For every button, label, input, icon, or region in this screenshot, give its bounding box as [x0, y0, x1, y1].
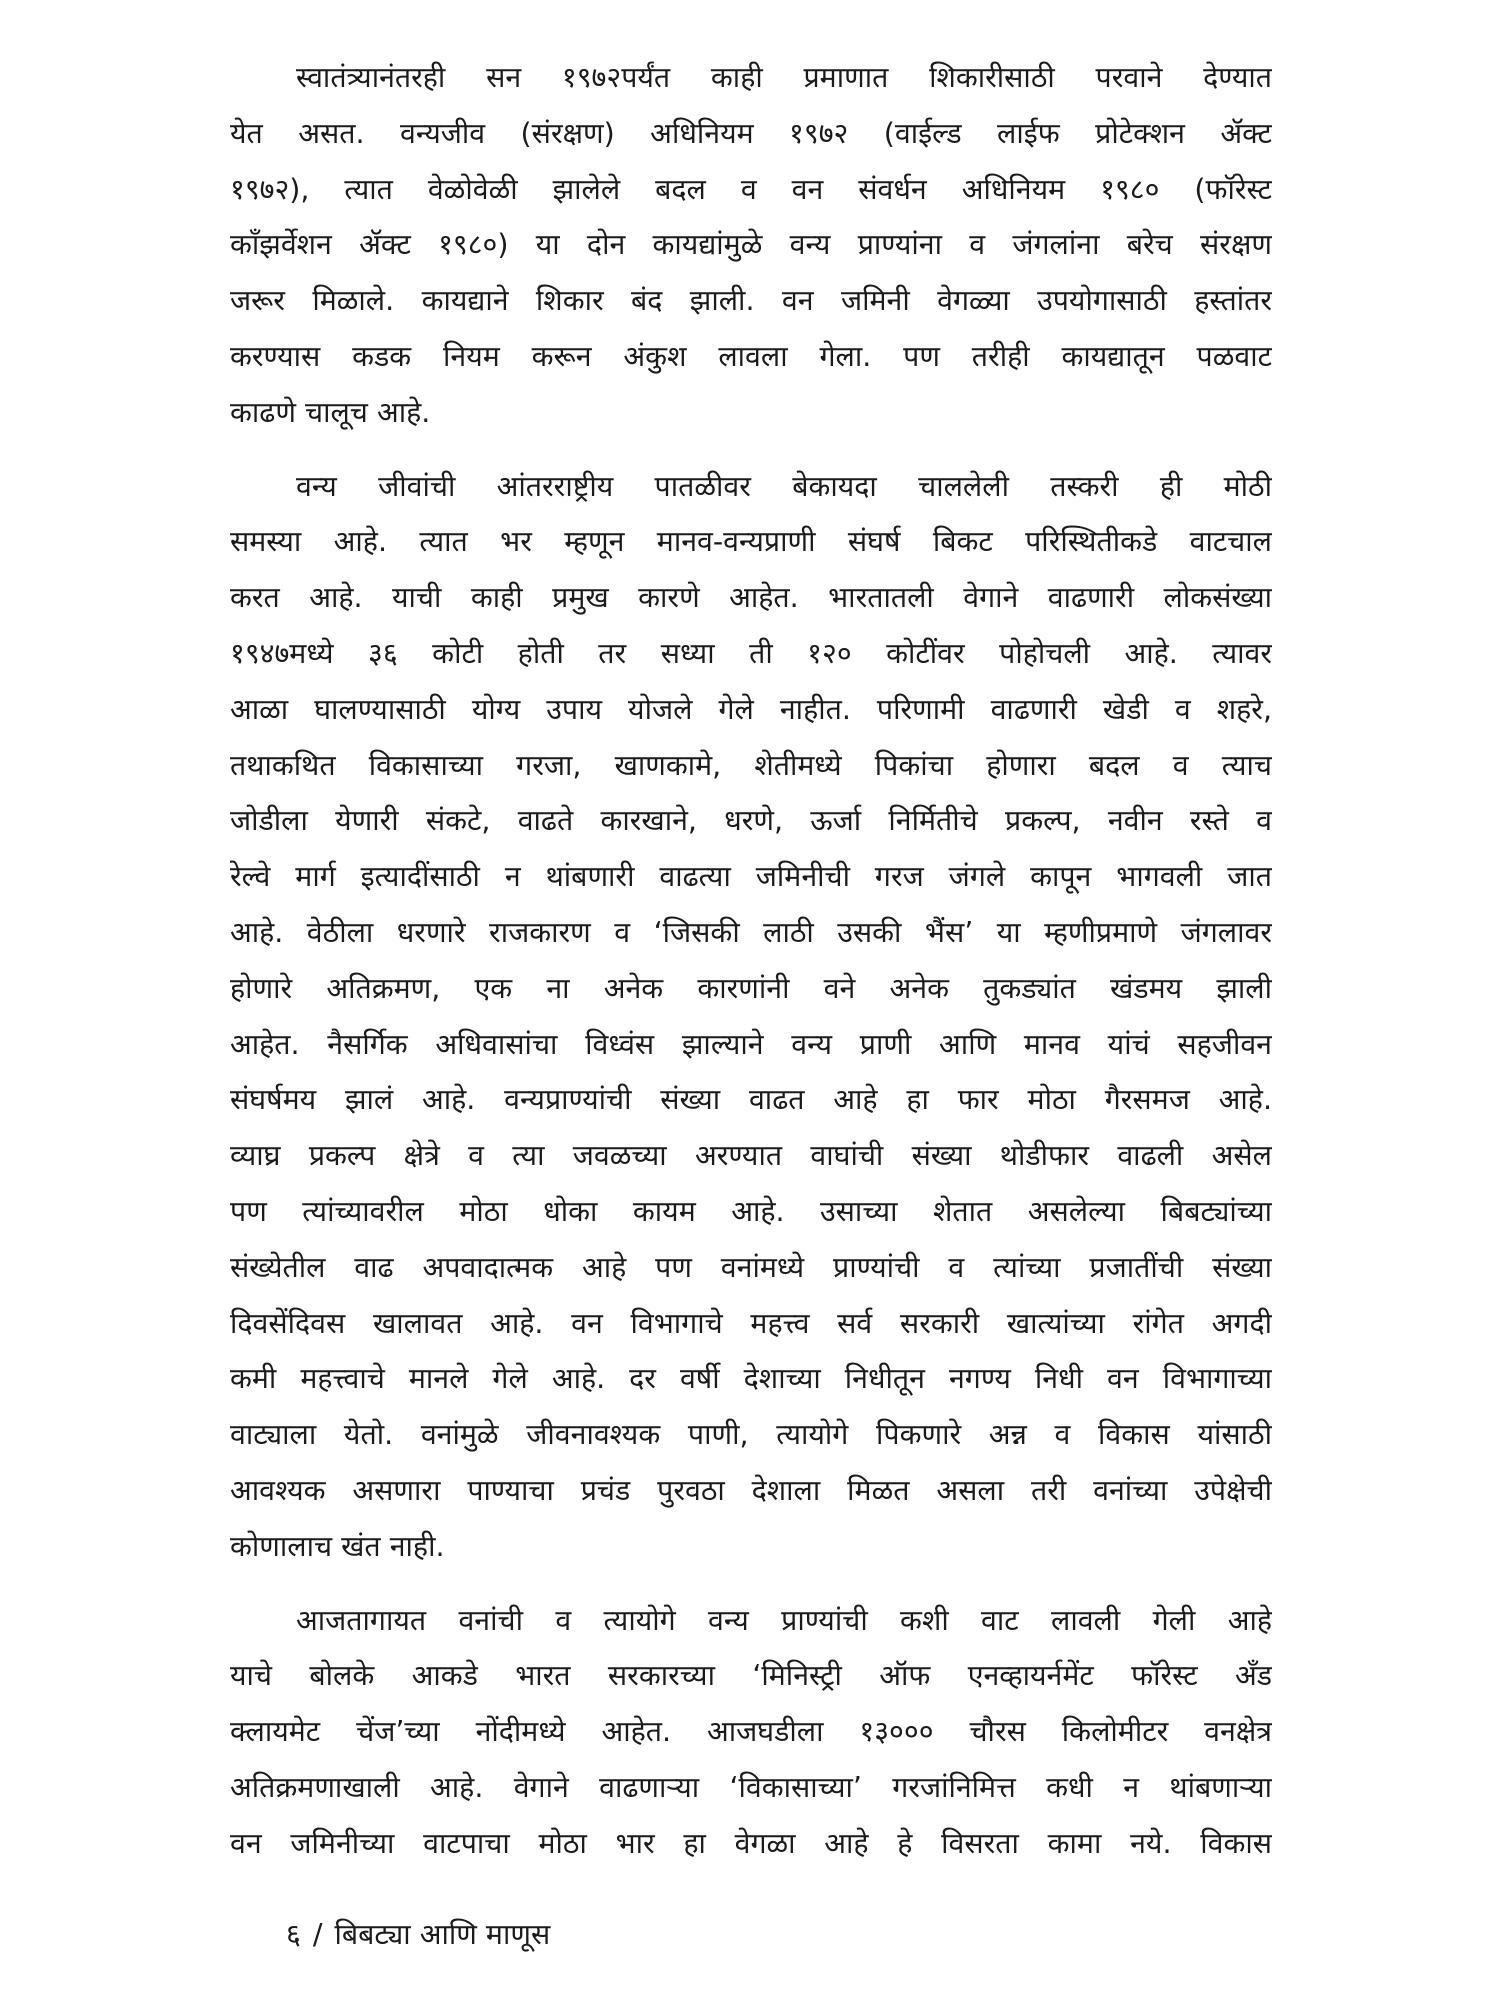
- text-line: काढणे चालूच आहे.: [230, 395, 431, 429]
- text-line: व्याघ्र प्रकल्प क्षेत्रे व त्या जवळच्या अरण्यात वाघांची संख्या थोडीफार वाढली असेल: [230, 1139, 1272, 1173]
- text-line: आवश्यक असणारा पाण्याचा प्रचंड पुरवठा देशाला मिळत असला तरी वनांच्या उपेक्षेची: [230, 1473, 1272, 1507]
- text-line: कोणालाच खंत नाही.: [230, 1529, 445, 1563]
- text-line: जोडीला येणारी संकटे, वाढते कारखाने, धरणे, ऊर्जा निर्मितीचे प्रकल्प, नवीन रस्ते व: [230, 804, 1272, 838]
- text-line: वन्य जीवांची आंतरराष्ट्रीय पातळीवर बेकायदा चाललेली तस्करी ही मोठी: [296, 469, 1272, 503]
- text-line: करत आहे. याची काही प्रमुख कारणे आहेत. भारतातली वेगाने वाढणारी लोकसंख्या: [230, 581, 1272, 615]
- text-line: वाट्याला येतो. वनांमुळे जीवनावश्यक पाणी, त्यायोगे पिकणारे अन्न व विकास यांसाठी: [230, 1418, 1272, 1452]
- text-line: अतिक्रमणाखाली आहे. वेगाने वाढणाऱ्या ‘विकासाच्या’ गरजांनिमित्त कधी न थांबणाऱ्या: [230, 1770, 1272, 1804]
- page-footer: [286, 1915, 550, 1953]
- text-line: दिवसेंदिवस खालावत आहे. वन विभागाचे महत्त्व सर्व सरकारी खात्यांच्या रांगेत अगदी: [230, 1306, 1272, 1340]
- text-line: आहेत. नैसर्गिक अधिवासांचा विध्वंस झाल्याने वन्य प्राणी आणि मानव यांचं सहजीवन: [230, 1027, 1272, 1061]
- text-line: येत असत. वन्यजीव (संरक्षण) अधिनियम १९७२ (वाईल्ड लाईफ प्रोटेक्शन ॲक्ट: [230, 116, 1272, 150]
- text-line: जरूर मिळाले. कायद्याने शिकार बंद झाली. वन जमिनी वेगळ्या उपयोगासाठी हस्तांतर: [230, 284, 1272, 318]
- text-line: पण त्यांच्यावरील मोठा धोका कायम आहे. उसाच्या शेतात असलेल्या बिबट्यांच्या: [230, 1194, 1272, 1228]
- text-line: १९७२), त्यात वेळोवेळी झालेले बदल व वन संवर्धन अधिनियम १९८० (फॉरेस्ट: [230, 172, 1272, 206]
- text-line: स्वातंत्र्यानंतरही सन १९७२पर्यंत काही प्रमाणात शिकारीसाठी परवाने देण्यात: [296, 61, 1272, 94]
- text-line: आजतागायत वनांची व त्यायोगे वन्य प्राण्यांची कशी वाट लावली गेली आहे: [296, 1603, 1272, 1637]
- text-line: याचे बोलके आकडे भारत सरकारच्या ‘मिनिस्ट्री ऑफ एनव्हायर्नमेंट फॉरेस्ट अँड: [230, 1659, 1272, 1693]
- text-line: वन जमिनीच्या वाटपाचा मोठा भार हा वेगळा आहे हे विसरता कामा नये. विकास: [230, 1826, 1272, 1860]
- text-line: संघर्षमय झालं आहे. वन्यप्राण्यांची संख्या वाढत आहे हा फार मोठा गैरसमज आहे.: [230, 1083, 1272, 1117]
- page-number: ६: [286, 1918, 301, 1951]
- text-line: होणारे अतिक्रमण, एक ना अनेक कारणांनी वने अनेक तुकड्यांत खंडमय झाली: [230, 971, 1272, 1005]
- body-text: [230, 50, 1272, 1872]
- text-line: आहे. वेठीला धरणारे राजकारण व ‘जिसकी लाठी उसकी भैंस’ या म्हणीप्रमाणे जंगलावर: [230, 915, 1272, 949]
- text-line: करण्यास कडक नियम करून अंकुश लावला गेला. पण तरीही कायद्यातून पळवाट: [230, 339, 1272, 373]
- paragraph-1: [230, 50, 1272, 441]
- book-title: बिबट्या आणि माणूस: [334, 1918, 551, 1951]
- footer-separator: /: [312, 1918, 323, 1951]
- text-line: रेल्वे मार्ग इत्यादींसाठी न थांबणारी वाढत्या जमिनीची गरज जंगले कापून भागवली जात: [230, 860, 1272, 894]
- text-line: क्लायमेट चेंज’च्या नोंदीमध्ये आहेत. आजघडीला १३००० चौरस किलोमीटर वनक्षेत्र: [230, 1715, 1272, 1749]
- text-line: १९४७मध्ये ३६ कोटी होती तर सध्या ती १२० कोटींवर पोहोचली आहे. त्यावर: [230, 636, 1272, 670]
- paragraph-2: [230, 459, 1272, 1575]
- text-line: तथाकथित विकासाच्या गरजा, खाणकामे, शेतीमध्ये पिकांचा होणारा बदल व त्याच: [230, 748, 1272, 782]
- text-line: समस्या आहे. त्यात भर म्हणून मानव-वन्यप्राणी संघर्ष बिकट परिस्थितीकडे वाटचाल: [230, 525, 1272, 559]
- text-line: आळा घालण्यासाठी योग्य उपाय योजले गेले नाहीत. परिणामी वाढणारी खेडी व शहरे,: [230, 692, 1272, 726]
- paragraph-3: [230, 1593, 1272, 1872]
- text-line: कमी महत्त्वाचे मानले गेले आहे. दर वर्षी देशाच्या निधीतून नगण्य निधी वन विभागाच्या: [230, 1362, 1272, 1396]
- text-line: संख्येतील वाढ अपवादात्मक आहे पण वनांमध्ये प्राण्यांची व त्यांच्या प्रजातींची संख्या: [230, 1250, 1272, 1284]
- text-line: कॉंझर्वेशन ॲक्ट १९८०) या दोन कायद्यांमुळे वन्य प्राण्यांना व जंगलांना बरेच संरक्षण: [230, 228, 1272, 262]
